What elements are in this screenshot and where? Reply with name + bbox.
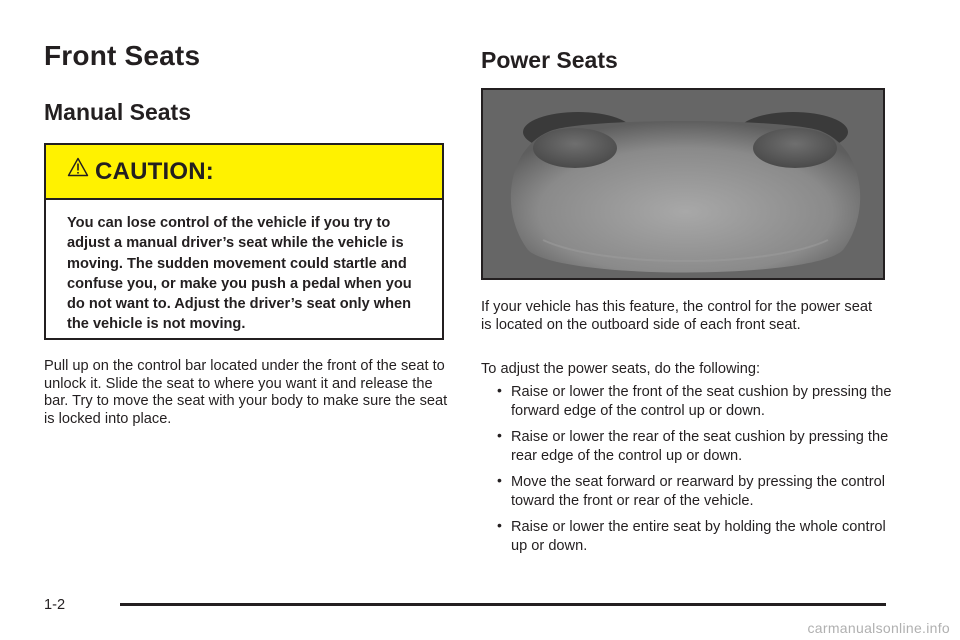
bullet-icon: • (497, 427, 502, 443)
seat-control-illustration (483, 90, 883, 278)
caution-text: You can lose control of the vehicle if you try to adjust a manual driver’s seat while the vehicle is moving. The sudden movement could startle and confuse you, or make you push a pedal when you do not want to. Adjust the driver’s seat only when the vehicle is not moving. (67, 215, 412, 333)
bullet-text: Move the seat forward or rearward by pressing the control toward the front or rear of the vehicle. (511, 474, 885, 509)
bullet-icon: • (497, 472, 502, 488)
list-item (481, 428, 901, 465)
list-item (481, 383, 901, 420)
power-seat-control-photo (481, 88, 885, 280)
bullet-text: Raise or lower the front of the seat cushion by pressing the forward edge of the control up or down. (511, 384, 892, 419)
list-item (481, 518, 901, 555)
power-seats-heading: Power Seats (481, 47, 618, 73)
bullet-icon: • (497, 517, 502, 533)
power-seat-instructions (481, 383, 901, 563)
manual-seats-body: Pull up on the control bar located under the front of the seat to unlock it. Slide the seat to where you want it and release the bar. Try to move the seat with your body to make sure the seat is locked into place. (44, 358, 448, 427)
power-seats-lead: To adjust the power seats, do the following: (481, 361, 761, 377)
bullet-text: Raise or lower the rear of the seat cushion by pressing the rear edge of the control up or down. (511, 429, 889, 464)
page-number: 1-2 (44, 597, 66, 613)
list-item (481, 473, 901, 510)
caution-box (44, 143, 444, 340)
power-seats-intro: If your vehicle has this feature, the control for the power seat is located on the outboard side of each front seat. (481, 299, 872, 333)
footer-rule (120, 603, 886, 606)
watermark: carmanualsonline.info (807, 620, 950, 636)
manual-seats-heading: Manual Seats (44, 99, 191, 125)
page-title: Front Seats (44, 40, 201, 71)
caution-header (46, 145, 442, 200)
caution-label: CAUTION: (95, 157, 214, 185)
bullet-text: Raise or lower the entire seat by holding the whole control up or down. (511, 519, 886, 554)
warning-triangle-icon (67, 161, 95, 182)
bullet-icon: • (497, 382, 502, 398)
